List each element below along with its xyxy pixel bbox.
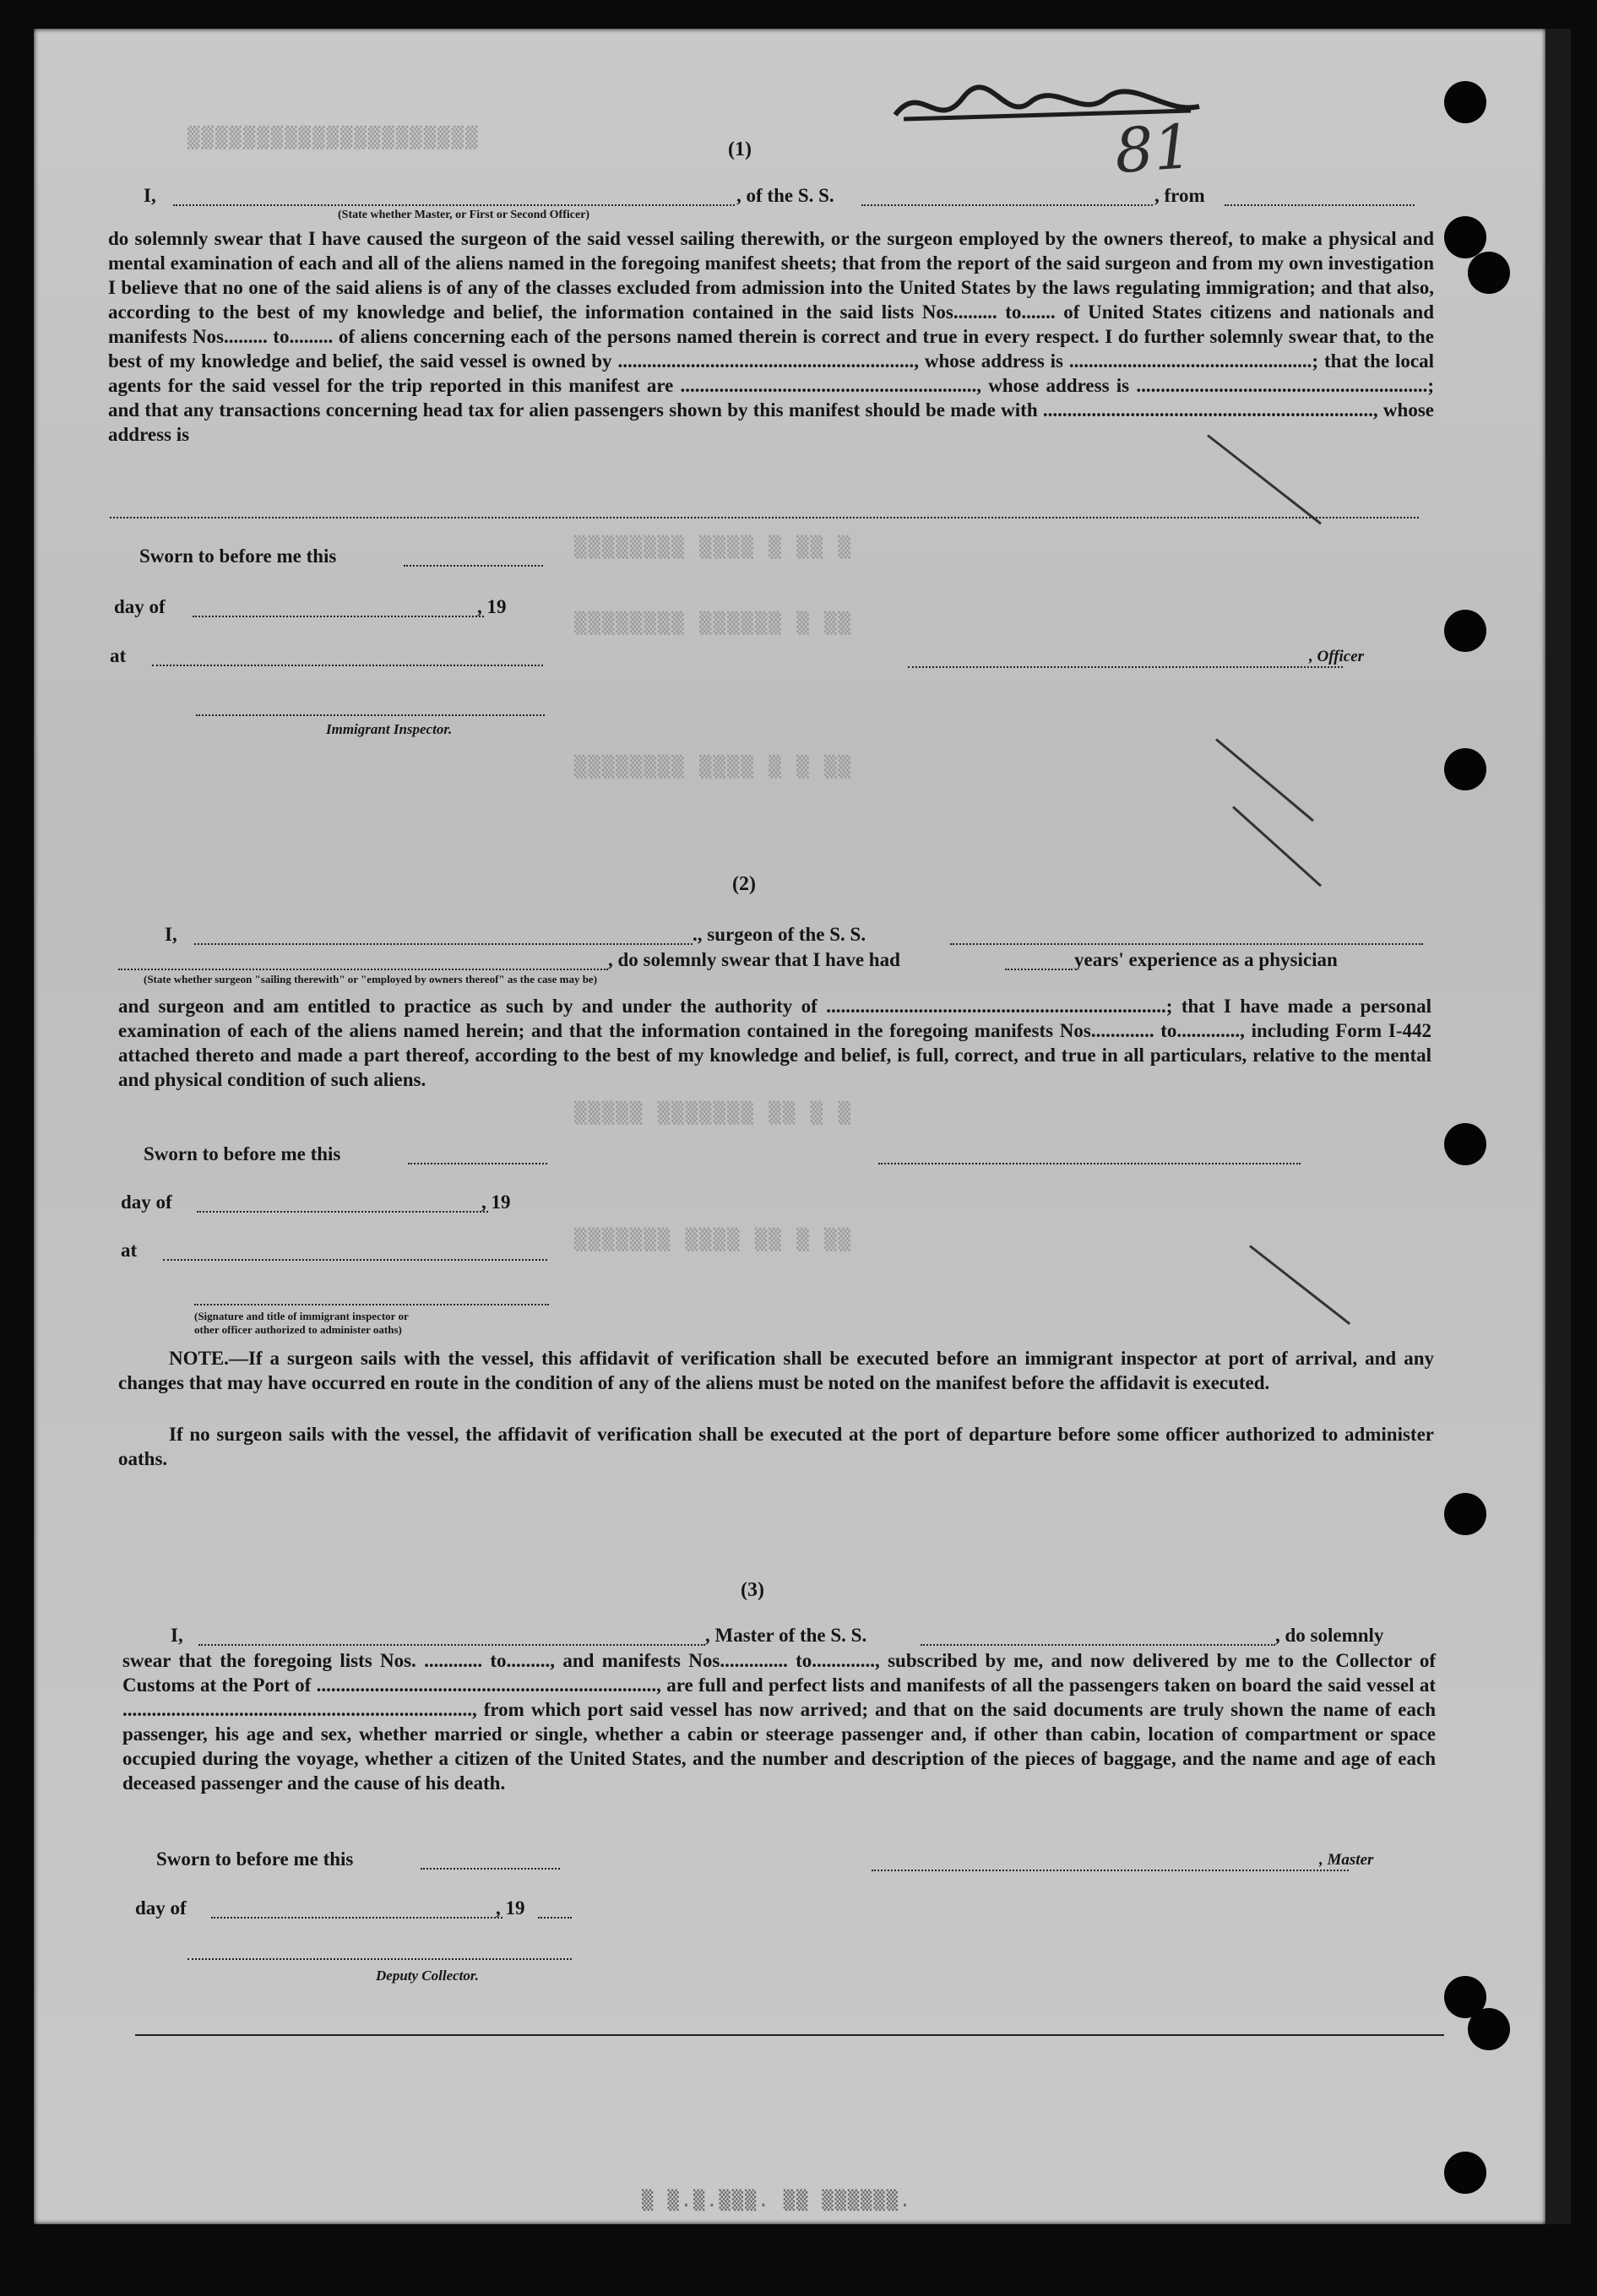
s2-inspector-sig-line xyxy=(194,1304,549,1305)
s2-sig-caption-2: other officer authorized to administer oaths) xyxy=(194,1323,402,1336)
s2-note-2: If no surgeon sails with the vessel, the affidavit of verification shall be executed at the port of departure before some officer authorized to administer oaths. xyxy=(118,1424,1434,1469)
s3-year-field xyxy=(538,1917,572,1919)
punch-hole xyxy=(1444,748,1486,790)
s3-sworn-label: Sworn to before me this xyxy=(156,1848,354,1870)
punch-hole xyxy=(1444,216,1486,258)
s3-master-sig-line xyxy=(872,1870,1349,1871)
s1-day-of-label: day of xyxy=(114,596,166,617)
binder-strip xyxy=(1545,29,1571,2224)
s3-ship-field xyxy=(921,1644,1275,1646)
s1-inspector-sig-line xyxy=(196,714,545,716)
manifest-sheet: 81 ▒▒▒▒▒▒▒▒▒▒▒▒▒▒▒▒▒▒▒▒▒ ▒▒▒▒▒▒▒▒ ▒▒▒▒ ▒ ▒▒ ▒ ▒▒▒▒▒▒▒▒ ▒▒▒▒▒▒ ▒ ▒▒ ▒▒▒▒▒▒▒▒ ▒▒▒▒ ▒ ▒ ▒▒ ▒▒▒▒▒ ▒▒▒▒▒▒▒ ▒▒ ▒ ▒ ▒▒▒▒▒▒▒ ▒▒▒▒ ▒▒ ▒ ▒▒ (1) I, , of the S. S. , from (State whether Master, or First or Second Officer) do solemnly swear that I have caused the surgeon of the said vessel sailing therewith, or the surgeon employed by the owners thereof, to make a physical and mental examination of each and all of the aliens named in the foregoing manifest sheets; that from the report of the said surgeon and from my own investigation I believe that no one of the said aliens is of any of the classes excluded from admission into the United States by the laws regulating immigration; and that also, according to the best of my knowledge and belief, the information contained in the said lists Nos......... to....... of United States citizens and nationals and manifests Nos......... to......... of aliens concerning each of the persons named therein is correct and true in every respect. I do further solemnly swear that, to the best of my knowledge and belief, the said vessel is owned by ............................................................., whose address is ..................................................; that the local agents for the said vessel for the trip reported in this manifest are ............................................................., whose address is ............................................................; and that any transactions concerning head tax for alien passengers shown by this manifest should be made with ...................................................................., whose address is Sworn to before me this day of , 19 at , Officer Immigrant Inspector. (2) I, ., surgeon of the S. S. , do solemnly swear that I have had years' experience as a physician (State whether surgeon "sailing therewith" or "employed by owners thereof" as the case may be) and surgeon and am entitled to practice as such by and under the authority of ......................................................................; that I have made a personal examination of each of the aliens named herein; and that the information contained in the foregoing manifests Nos............. to............., including Form I-442 attached thereto and made a part thereof, according to the best of my knowledge and belief, is full, correct, and true in all particulars, relative to the mental and physical condition of such aliens. Sworn to before me this day of , 19 at (Signature and title of immigrant inspector or other officer authorized to administer oaths) NOTE.—If a surgeon sails with the vessel, this affidavit of verification shall be executed before an immigrant inspector at port of arrival, and any changes that may have occurred en route in the condition of any of the aliens must be noted on the manifest before the affidavit is executed. If no surgeon sails with the vessel, the affidavit of verification shall be executed at the port of departure before some officer authorized to administer oaths. (3) I, , Master of the S. S. , do solemnly swear that the foregoing lists Nos. ............ to........., and manifests Nos.............. to............., subscribed by me, and now delivered by me to the Collector of Customs at the Port of ......................................................................, are full and perfect lists and manifests of all the passengers taken on board the said vessel at ........................................................................, from which port said vessel has now arrived; and that on the said documents are truly shown the name of each passenger, his age and sex, whether married or single, whether a cabin or steerage passenger and, if other than cabin, location of compartment or space occupied during the voyage, whether a citizen of the United States, and the number and description of the pieces of baggage, and the name and age of each deceased passenger and the cause of his death. Sworn to before me this , Master day of , 19 Deputy Collector. ▒ ▒.▒.▒▒▒. ▒▒ ▒▒▒▒▒▒. xyxy=(34,29,1545,2224)
s3-master-label: , Master xyxy=(1319,1851,1374,1869)
s2-years-label: years' experience as a physician xyxy=(1074,949,1338,970)
s1-inspector-label: Immigrant Inspector. xyxy=(326,721,453,737)
pencil-mark xyxy=(1207,434,1322,524)
s2-name-field xyxy=(194,943,693,945)
s3-year-label: , 19 xyxy=(496,1897,525,1919)
s1-name-field xyxy=(173,204,735,206)
s3-solemnly-label: , do solemnly xyxy=(1275,1625,1384,1646)
s1-from-label: , from xyxy=(1154,185,1205,206)
s1-from-field xyxy=(1225,204,1415,206)
s2-swear-label: , do solemnly swear that I have had xyxy=(608,949,900,970)
s2-at-field xyxy=(163,1259,547,1261)
s2-sworn-label: Sworn to before me this xyxy=(144,1143,341,1164)
punch-hole xyxy=(1468,252,1510,294)
s2-surgeon-type-field xyxy=(118,969,608,970)
s2-year-label: , 19 xyxy=(481,1191,511,1213)
section-3-number: (3) xyxy=(741,1579,764,1601)
s2-at-label: at xyxy=(121,1240,138,1261)
s1-sworn-label: Sworn to before me this xyxy=(139,546,337,567)
s2-note xyxy=(118,1346,1434,1395)
s1-i-label: I, xyxy=(144,185,156,206)
s1-sworn-field xyxy=(404,565,543,567)
s2-surgeon-sig-line xyxy=(878,1163,1301,1164)
s3-i-label: I, xyxy=(171,1625,183,1646)
s3-deputy-label: Deputy Collector. xyxy=(376,1968,479,1984)
s1-at-field xyxy=(152,665,543,666)
punch-hole xyxy=(1468,2008,1510,2050)
s3-name-field xyxy=(198,1644,705,1646)
section-2-number: (2) xyxy=(732,873,756,895)
s1-of-ss-label: , of the S. S. xyxy=(736,185,834,206)
s1-year-label: , 19 xyxy=(477,596,507,617)
punch-hole xyxy=(1444,610,1486,652)
punch-hole xyxy=(1444,1123,1486,1165)
s3-deputy-sig-line xyxy=(187,1958,572,1960)
s1-officer-label: , Officer xyxy=(1309,648,1365,665)
pencil-mark xyxy=(1215,738,1314,822)
s3-day-of-label: day of xyxy=(135,1897,187,1919)
s3-sworn-field xyxy=(421,1868,560,1870)
s3-day-field xyxy=(211,1917,502,1919)
s1-oath-body: do solemnly swear that I have caused the surgeon of the said vessel sailing therewith, or the surgeon employed by the owners thereof, to make a physical and mental examination of each and all of the aliens named in the foregoing manifest sheets; that from the report of the said surgeon and from my own investigation I believe that no one of the said aliens is of any of the classes excluded from admission into the United States by the laws regulating immigration; and that also, according to the best of my knowledge and belief, the information contained in the said lists Nos......... to....... of United States citizens and nationals and manifests Nos......... to......... of aliens concerning each of the persons named therein is correct and true in every respect. I do further solemnly swear that, to the best of my knowledge and belief, the said vessel is owned by ............................................................., whose address is ..................................................; that the local agents for the said vessel for the trip reported in this manifest are ............................................................., whose address is ............................................................; and that any transactions concerning head tax for alien passengers shown by this manifest should be made with ...................................................................., whose address is xyxy=(108,228,1434,445)
s3-oath-body: swear that the foregoing lists Nos. ............ to........., and manifests Nos.............. to............., subscribed by me, and now delivered by me to the Collector of Customs at the Port of ......................................................................, are full and perfect lists and manifests of all the passengers taken on board the said vessel at ........................................................................, from which port said vessel has now arrived; and that on the said documents are truly shown the name of each passenger, his age and sex, whether married or single, whether a cabin or steerage passenger and, if other than cabin, location of compartment or space occupied during the voyage, whether a citizen of the United States, and the number and description of the pieces of baggage, and the name and age of each deceased passenger and the cause of his death. xyxy=(122,1650,1436,1794)
s2-day-of-label: day of xyxy=(121,1191,172,1213)
s2-note-text: —If a surgeon sails with the vessel, this affidavit of verification shall be executed before an immigrant inspector at port of arrival, and any changes that may have occurred en route in the condition of any of the aliens must be noted on the manifest before the affidavit is executed. xyxy=(118,1348,1434,1393)
page-number: 81 xyxy=(1112,110,1195,187)
s3-master-label: , Master of the S. S. xyxy=(705,1625,867,1646)
punch-hole xyxy=(1444,81,1486,123)
s1-officer-sig-line xyxy=(908,666,1343,668)
s2-years-field xyxy=(1005,969,1073,970)
s1-at-label: at xyxy=(110,645,127,666)
s2-oath-body: and surgeon and am entitled to practice as such by and under the authority of ......................................................................; that I have made a personal examination of each of the aliens named herein; and that the information contained in the foregoing manifests Nos............. to............., including Form I-442 attached thereto and made a part thereof, according to the best of my knowledge and belief, is full, correct, and true in all particulars, relative to the mental and physical condition of such aliens. xyxy=(118,996,1431,1090)
s2-note-label: NOTE. xyxy=(169,1348,229,1369)
bottom-rule xyxy=(135,2034,1444,2036)
s2-surgeon-of-label: ., surgeon of the S. S. xyxy=(693,924,866,945)
s1-day-field xyxy=(193,616,484,617)
bleed-through-footer: ▒ ▒.▒.▒▒▒. ▒▒ ▒▒▒▒▒▒. xyxy=(642,2190,913,2212)
s1-caption: (State whether Master, or First or Second Officer) xyxy=(338,209,590,221)
pencil-mark xyxy=(1249,1245,1350,1325)
s2-sworn-field xyxy=(408,1163,547,1164)
s2-ship-field xyxy=(950,943,1423,945)
s2-day-field xyxy=(197,1211,488,1213)
s1-ship-field xyxy=(861,204,1153,206)
s2-caption: (State whether surgeon "sailing therewith" or "employed by owners thereof" as the case may be) xyxy=(144,973,598,985)
punch-hole xyxy=(1444,1493,1486,1535)
punch-hole xyxy=(1444,2152,1486,2194)
s2-i-label: I, xyxy=(165,924,177,945)
s1-address-field xyxy=(110,517,1419,518)
s2-sig-caption-1: (Signature and title of immigrant inspector or xyxy=(194,1310,409,1322)
section-1-number: (1) xyxy=(728,138,752,160)
